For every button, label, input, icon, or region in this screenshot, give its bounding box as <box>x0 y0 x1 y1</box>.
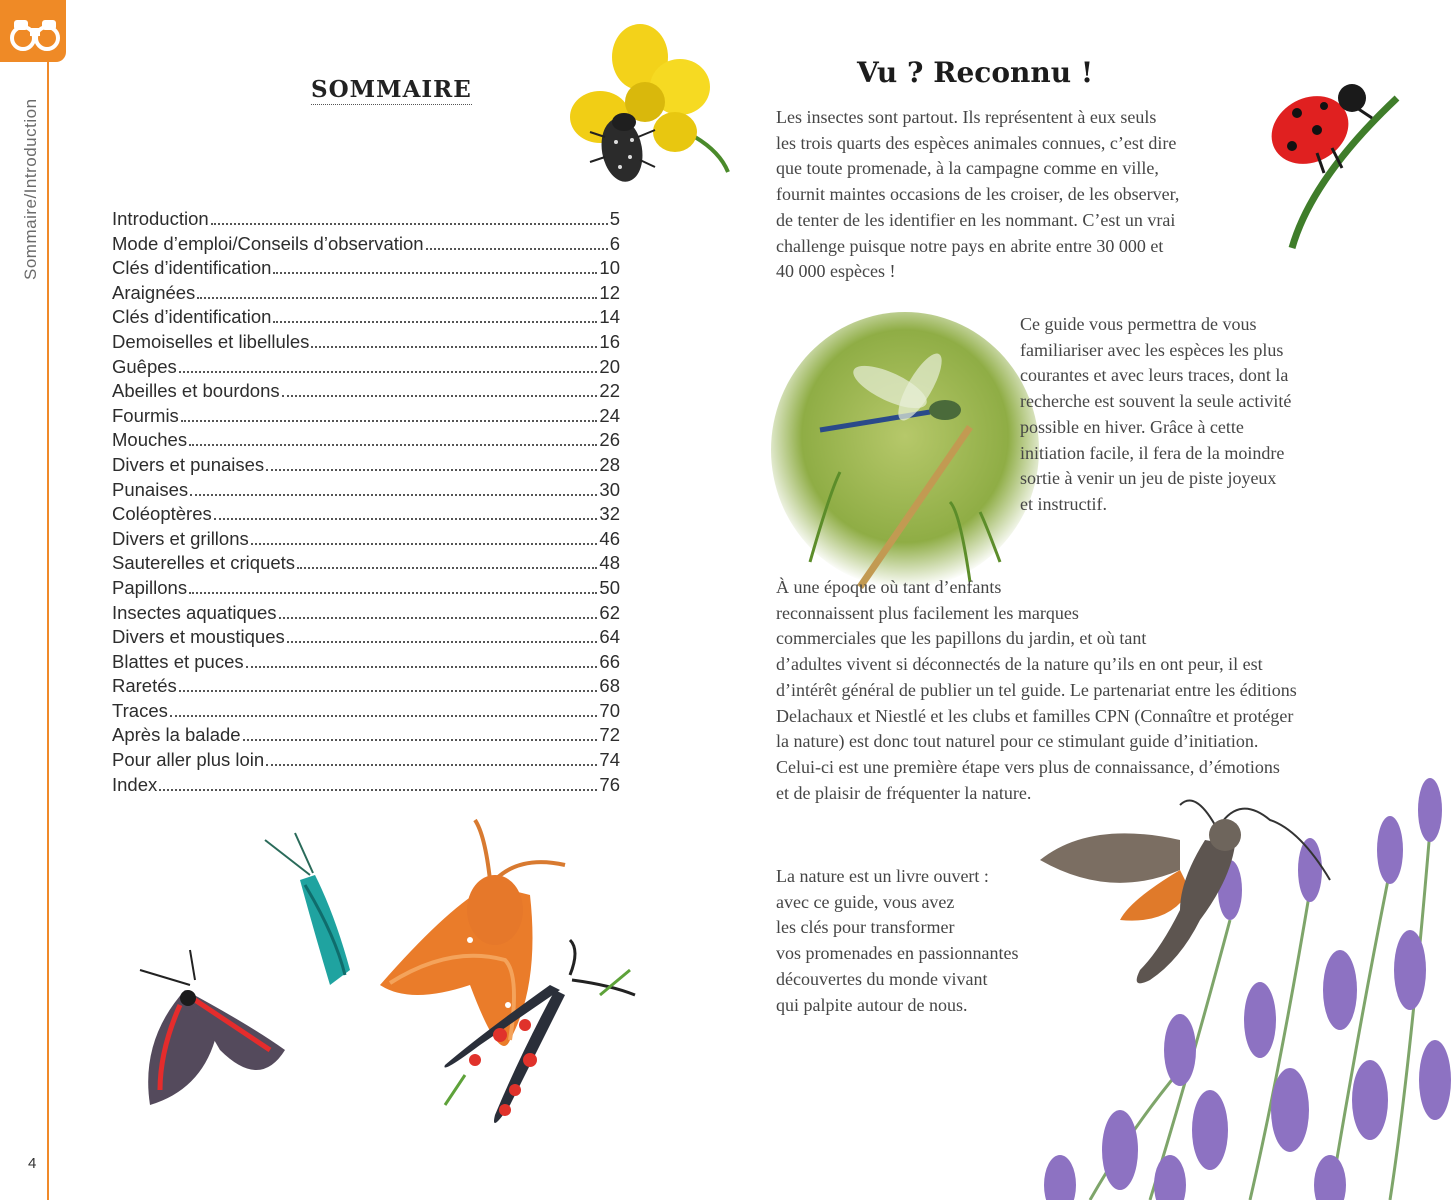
intro-paragraph-1: Les insectes sont partout. Ils représentent à eux seuls les trois quarts des espèces animales connues, c’est dire que toute promenade, à la campagne comme en ville, fournit maintes occasions de les croiser, de les observer, de tenter de les identifier en les nommant. C’est un vrai challenge puisque notre pays en abrite entre 30 000 et 40 000 espèces ! <box>776 107 1180 282</box>
toc-entry-page: 24 <box>599 404 620 426</box>
toc-leader-dots <box>214 518 598 520</box>
toc-entry <box>112 674 620 699</box>
section-badge <box>0 0 66 62</box>
toc-entry-label: Index <box>112 773 158 795</box>
toc-leader-dots <box>190 494 597 496</box>
toc-entry-label: Mouches <box>112 429 188 451</box>
toc-entry-page: 30 <box>599 478 620 500</box>
toc-entry-page: 14 <box>599 306 620 328</box>
toc-leader-dots <box>426 248 608 250</box>
toc-entry <box>112 699 620 724</box>
flower-beetle-illustration <box>560 22 740 202</box>
toc-entry-page: 10 <box>599 257 620 279</box>
toc-entry <box>112 601 620 626</box>
toc-entry-label: Blattes et puces <box>112 650 244 672</box>
page-number: 4 <box>28 1155 37 1172</box>
toc-entry <box>112 281 620 306</box>
toc-entry-label: Abeilles et bourdons <box>112 380 280 402</box>
toc-entry <box>112 625 620 650</box>
toc-entry <box>112 527 620 552</box>
toc-entry-label: Traces <box>112 699 168 721</box>
toc-leader-dots <box>251 543 598 545</box>
toc-entry-label: Fourmis <box>112 404 179 426</box>
toc-entry <box>112 355 620 380</box>
toc-entry-page: 68 <box>599 675 620 697</box>
dragonfly-illustration <box>770 312 1040 592</box>
intro-title: Vu ? Reconnu ! <box>857 56 1094 89</box>
toc-entry-page: 48 <box>599 552 620 574</box>
toc-leader-dots <box>170 715 598 717</box>
toc-leader-dots <box>266 764 597 766</box>
toc-entry-page: 50 <box>599 576 620 598</box>
hawkmoth-lavender-illustration <box>1030 770 1453 1200</box>
toc-leader-dots <box>297 567 597 569</box>
toc-entry-page: 6 <box>609 232 620 254</box>
toc-entry-label: Papillons <box>112 576 188 598</box>
toc-entry <box>112 330 620 355</box>
toc-entry-page: 64 <box>599 626 620 648</box>
toc-entry-page: 72 <box>599 724 620 746</box>
toc-entry <box>112 551 620 576</box>
toc-entry <box>112 576 620 601</box>
toc-entry <box>112 207 620 232</box>
ladybug-illustration <box>1262 68 1402 253</box>
margin-strip <box>47 0 49 1200</box>
toc-entry <box>112 305 620 330</box>
toc-entry-label: Introduction <box>112 208 209 229</box>
toc-entry-label: Guêpes <box>112 355 177 377</box>
toc-entry-page: 22 <box>599 380 620 402</box>
toc-leader-dots <box>311 346 597 348</box>
intro-paragraph-4: La nature est un livre ouvert : avec ce guide, vous avez les clés pour transformer vos promenades en passionnantes découvertes du monde vivant qui palpite autour de nous. <box>776 866 1019 1015</box>
toc-entry-page: 28 <box>599 453 620 475</box>
toc-entry <box>112 478 620 503</box>
toc-leader-dots <box>181 420 598 422</box>
toc-entry <box>112 723 620 748</box>
toc-entry-label: Araignées <box>112 281 196 303</box>
toc-leader-dots <box>211 223 608 225</box>
toc-entry-label: Clés d’identification <box>112 257 272 279</box>
toc-leader-dots <box>189 444 597 446</box>
toc-entry-page: 20 <box>599 355 620 377</box>
toc-leader-dots <box>189 592 597 594</box>
toc-leader-dots <box>279 617 598 619</box>
binoculars-icon <box>0 0 66 62</box>
intro-paragraph-3: À une époque où tant d’enfants reconnaissent plus facilement les marques commerciales que les papillons du jardin, et où tant d’adultes vivent si déconnectés de la nature qu’ils en ont peur, il est d’intérêt général de publier un tel guide. Le partenariat entre les éditions Delachaux et Niestlé et les clubs et familles CPN (Connaître et protéger la nature) est donc tout naturel pour ce stimulant guide d’initiation. Celui-ci est une première étape vers plus de connaissance, d’émotions et de plaisir de fréquenter la nature. <box>776 577 1297 803</box>
toc-entry <box>112 650 620 675</box>
section-title: Sommaire/Introduction <box>21 98 40 280</box>
toc-entry-page: 66 <box>599 650 620 672</box>
toc-entry-label: Pour aller plus loin <box>112 749 265 771</box>
toc-entry <box>112 428 620 453</box>
toc-entry-label: Raretés <box>112 675 177 697</box>
moths-illustration <box>130 805 650 1165</box>
toc-entry-page: 76 <box>599 773 620 795</box>
toc-leader-dots <box>197 297 597 299</box>
toc-leader-dots <box>246 666 598 668</box>
toc-leader-dots <box>273 321 597 323</box>
toc-entry-label: Sauterelles et criquets <box>112 552 296 574</box>
toc-entry-label: Insectes aquatiques <box>112 601 277 623</box>
toc-entry <box>112 232 620 257</box>
toc-leader-dots <box>273 272 597 274</box>
toc-leader-dots <box>243 739 598 741</box>
toc-entry-page: 46 <box>599 527 620 549</box>
toc-entry-label: Clés d’identification <box>112 306 272 328</box>
toc-leader-dots <box>266 469 597 471</box>
toc-entry-page: 74 <box>599 749 620 771</box>
table-of-contents <box>112 207 620 797</box>
toc-leader-dots <box>287 641 598 643</box>
toc-entry <box>112 453 620 478</box>
toc-entry-label: Après la balade <box>112 724 241 746</box>
toc-entry-label: Punaises <box>112 478 189 500</box>
toc-leader-dots <box>159 789 597 791</box>
toc-entry-page: 12 <box>599 281 620 303</box>
toc-leader-dots <box>179 690 598 692</box>
toc-entry-page: 70 <box>599 699 620 721</box>
toc-leader-dots <box>282 395 598 397</box>
toc-leader-dots <box>179 371 598 373</box>
toc-entry-label: Demoiselles et libellules <box>112 330 310 352</box>
toc-entry <box>112 256 620 281</box>
toc-entry-page: 26 <box>599 429 620 451</box>
toc-entry-label: Mode d’emploi/Conseils d’observation <box>112 232 424 254</box>
toc-heading: SOMMAIRE <box>311 76 472 103</box>
toc-entry-page: 5 <box>609 208 620 229</box>
intro-paragraph-2: Ce guide vous permettra de vous familiariser avec les espèces les plus courantes et avec leurs traces, dont la recherche est souvent la seule activité possible en hiver. Grâce à cette initiation facile, il fera de la moindre sortie à venir un jeu de piste joyeux et instructif. <box>1020 314 1292 514</box>
toc-entry <box>112 773 620 798</box>
toc-entry-label: Divers et grillons <box>112 527 249 549</box>
toc-entry-label: Divers et punaises <box>112 453 265 475</box>
toc-entry <box>112 748 620 773</box>
toc-entry <box>112 502 620 527</box>
toc-entry <box>112 404 620 429</box>
toc-entry-label: Coléoptères <box>112 503 212 525</box>
toc-entry-page: 16 <box>599 330 620 352</box>
toc-entry-page: 62 <box>599 601 620 623</box>
toc-entry <box>112 379 620 404</box>
toc-entry-label: Divers et moustiques <box>112 626 285 648</box>
toc-entry-page: 32 <box>599 503 620 525</box>
